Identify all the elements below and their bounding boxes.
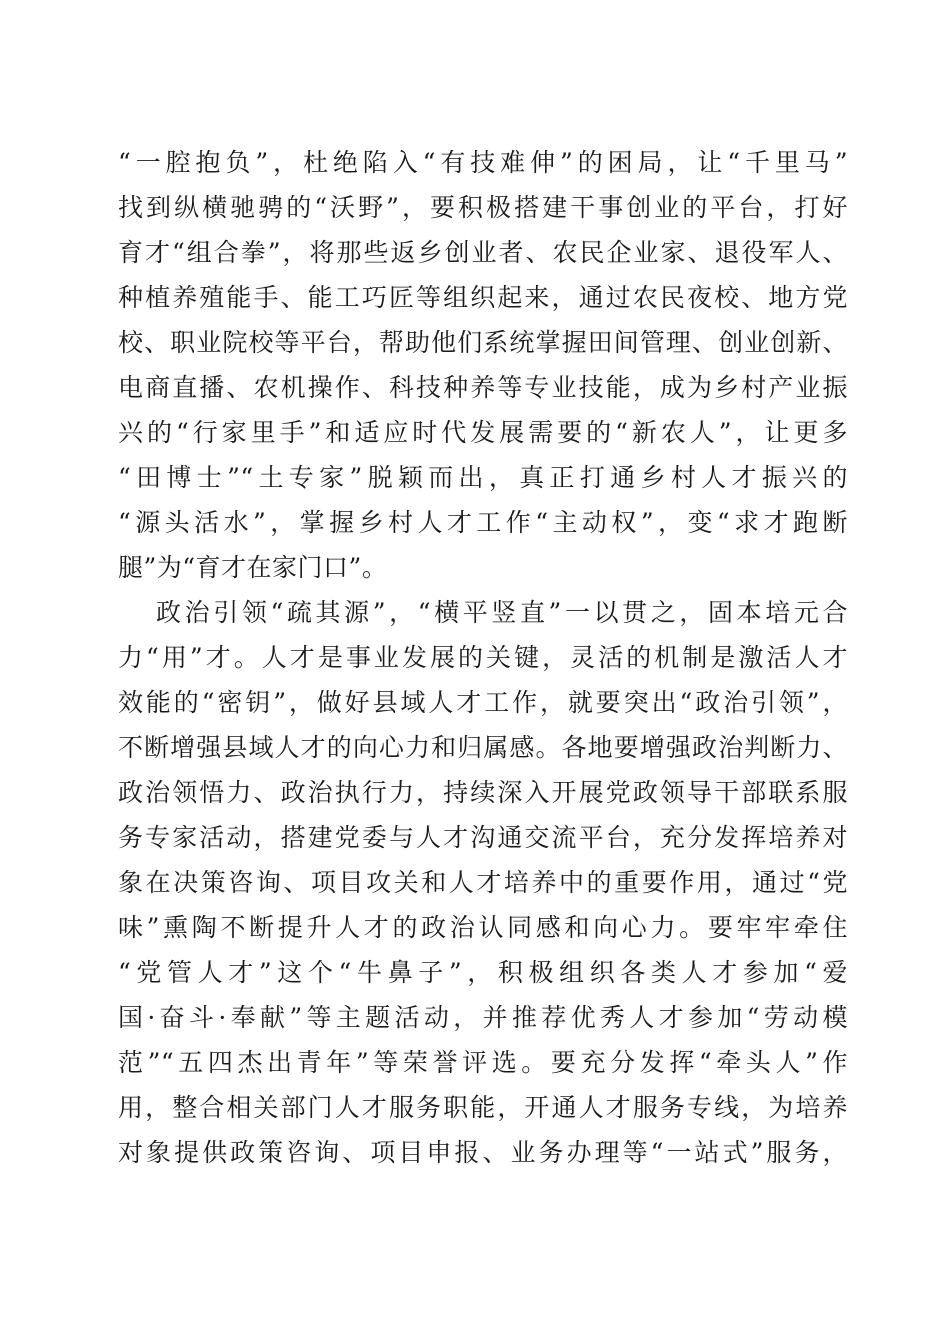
paragraph-1-line-8: “田博士”“土专家”脱颖而出，真正打通乡村人才振兴的: [118, 463, 848, 492]
paragraph-1-line-6: 电商直播、农机操作、科技种养等专业技能，成为乡村产业振: [118, 373, 848, 402]
paragraph-1-line-1: “一腔抱负”，杜绝陷入“有技难伸”的困局，让“千里马”: [118, 148, 848, 177]
paragraph-1-line-3: 育才“组合拳”，将那些返乡创业者、农民企业家、退役军人、: [118, 238, 848, 267]
paragraph-1-line-7: 兴的“行家里手”和适应时代发展需要的“新农人”，让更多: [118, 418, 848, 447]
paragraph-1-line-4: 种植养殖能手、能工巧匠等组织起来，通过农民夜校、地方党: [118, 283, 848, 312]
paragraph-2-line-7: 象在决策咨询、项目攻关和人才培养中的重要作用，通过“党: [118, 868, 848, 897]
document-body: [118, 140, 848, 1175]
paragraph-1-line-2: 找到纵横驰骋的“沃野”，要积极搭建干事创业的平台，打好: [118, 193, 848, 222]
paragraph-2-line-8: 味”熏陶不断提升人才的政治认同感和向心力。要牢牢牵住: [118, 913, 848, 942]
paragraph-2-line-6: 务专家活动，搭建党委与人才沟通交流平台，充分发挥培养对: [118, 823, 848, 852]
paragraph-2-line-4: 不断增强县域人才的向心力和归属感。各地要增强政治判断力、: [118, 733, 848, 762]
paragraph-2-line-1: 政治引领“疏其源”，“横平竖直”一以贯之，固本培元合: [156, 598, 848, 627]
paragraph-2-line-5: 政治领悟力、政治执行力，持续深入开展党政领导干部联系服: [118, 778, 848, 807]
paragraph-2-line-3: 效能的“密钥”，做好县域人才工作，就要突出“政治引领”，: [118, 688, 848, 717]
paragraph-2-line-12: 用，整合相关部门人才服务职能，开通人才服务专线，为培养: [118, 1093, 848, 1122]
paragraph-2-line-9: “党管人才”这个“牛鼻子”，积极组织各类人才参加“爱: [118, 958, 848, 987]
paragraph-1-line-5: 校、职业院校等平台，帮助他们系统掌握田间管理、创业创新、: [118, 328, 848, 357]
paragraph-2-line-11: 范”“五四杰出青年”等荣誉评选。要充分发挥“牵头人”作: [118, 1048, 848, 1077]
paragraph-1-line-10: 腿”为“育才在家门口”。: [118, 553, 388, 582]
paragraph-1-line-9: “源头活水”，掌握乡村人才工作“主动权”，变“求才跑断: [118, 508, 848, 537]
paragraph-2-line-13: 对象提供政策咨询、项目申报、业务办理等“一站式”服务，: [118, 1138, 848, 1167]
paragraph-2-line-2: 力“用”才。人才是事业发展的关键，灵活的机制是激活人才: [118, 643, 848, 672]
paragraph-2-line-10: 国·奋斗·奉献”等主题活动，并推荐优秀人才参加“劳动模: [118, 1003, 848, 1032]
